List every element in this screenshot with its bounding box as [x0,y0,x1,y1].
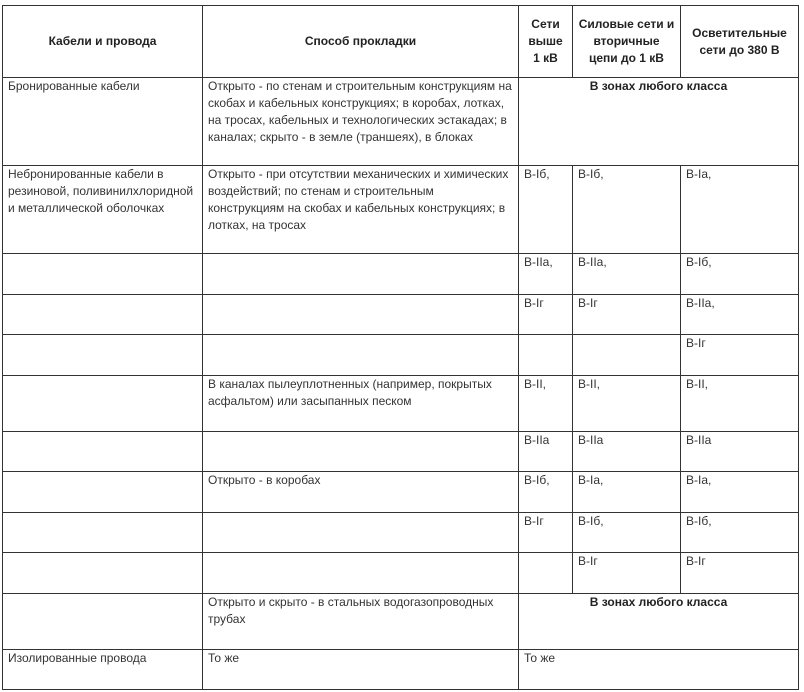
cell-power: В-Iг [573,553,681,594]
cell-lighting: В-Iа, [681,472,799,513]
cell-method [203,553,519,594]
cell-power: В-IIа, [573,254,681,295]
cell-method: Открыто и скрыто - в стальных водогазопроводных трубах [203,594,519,650]
cell-cable [3,335,203,376]
cell-above-1kv: В-Iб, [519,472,573,513]
cell-above-1kv: В-IIа, [519,254,573,295]
cell-above-1kv: В-Iб, [519,166,573,254]
cell-method [203,254,519,295]
cell-cable [3,513,203,553]
cell-cable [3,472,203,513]
table-row [3,254,799,295]
cell-cable: Изолированные провода [3,650,203,690]
table-row [3,78,799,166]
cell-cable [3,254,203,295]
table-row [3,295,799,335]
cell-above-1kv [519,335,573,376]
cell-cable [3,553,203,594]
cell-above-1kv: В-II, [519,376,573,432]
cell-same: То же [519,650,799,690]
cell-above-1kv: В-IIа [519,432,573,472]
cell-cable: Бронированные кабели [3,78,203,166]
cell-lighting: В-Iа, [681,166,799,254]
table-row [3,650,799,690]
cell-lighting: В-IIа, [681,295,799,335]
wiring-zones-table [2,5,799,690]
header-method: Способ прокладки [203,6,519,78]
cell-lighting: В-IIа [681,432,799,472]
cell-any-zone: В зонах любого класса [519,78,799,166]
cell-cable [3,594,203,650]
cell-lighting: В-Iг [681,553,799,594]
cell-method: В каналах пылеуплотненных (например, покрытых асфальтом) или засыпанных песком [203,376,519,432]
cell-method [203,432,519,472]
cell-cable [3,432,203,472]
cell-power [573,335,681,376]
header-power-secondary: Силовые сети и вторичные цепи до 1 кВ [573,6,681,78]
table-row [3,166,799,254]
table-row [3,513,799,553]
table-row [3,335,799,376]
cell-lighting: В-Iб, [681,254,799,295]
cell-method [203,295,519,335]
header-above-1kv: Сети выше 1 кВ [519,6,573,78]
cell-above-1kv [519,553,573,594]
table-row [3,594,799,650]
cell-method: Открыто - в коробах [203,472,519,513]
cell-power: В-IIа [573,432,681,472]
table-row [3,432,799,472]
cell-above-1kv: В-Iг [519,295,573,335]
cell-method: То же [203,650,519,690]
cell-power: В-Iг [573,295,681,335]
cell-method [203,335,519,376]
cell-lighting: В-Iг [681,335,799,376]
cell-power: В-Iб, [573,166,681,254]
cell-lighting: В-Iб, [681,513,799,553]
table-header-row [3,6,799,78]
cell-method: Открыто - при отсутствии механических и химических воздействий; по стенам и строительным конструкциям на скобах и кабельных конструкциях; в лотках, на тросах [203,166,519,254]
cell-power: В-II, [573,376,681,432]
header-lighting: Осветительные сети до 380 В [681,6,799,78]
cell-above-1kv: В-Iг [519,513,573,553]
table-row [3,376,799,432]
cell-cable: Небронированные кабели в резиновой, поливинилхлоридной и металлической оболочках [3,166,203,254]
cell-cable [3,295,203,335]
cell-power: В-Iб, [573,513,681,553]
cell-power: В-Iа, [573,472,681,513]
header-cables: Кабели и провода [3,6,203,78]
cell-cable [3,376,203,432]
cell-method: Открыто - по стенам и строительным конструкциям на скобах и кабельных конструкциях; в коробах, лотках, на тросах, кабельных и технологических эстакадах; в каналах; скрыто - в земле (траншеях), в блоках [203,78,519,166]
table-row [3,553,799,594]
cell-lighting: В-II, [681,376,799,432]
cell-any-zone: В зонах любого класса [519,594,799,650]
table-row [3,472,799,513]
cell-method [203,513,519,553]
